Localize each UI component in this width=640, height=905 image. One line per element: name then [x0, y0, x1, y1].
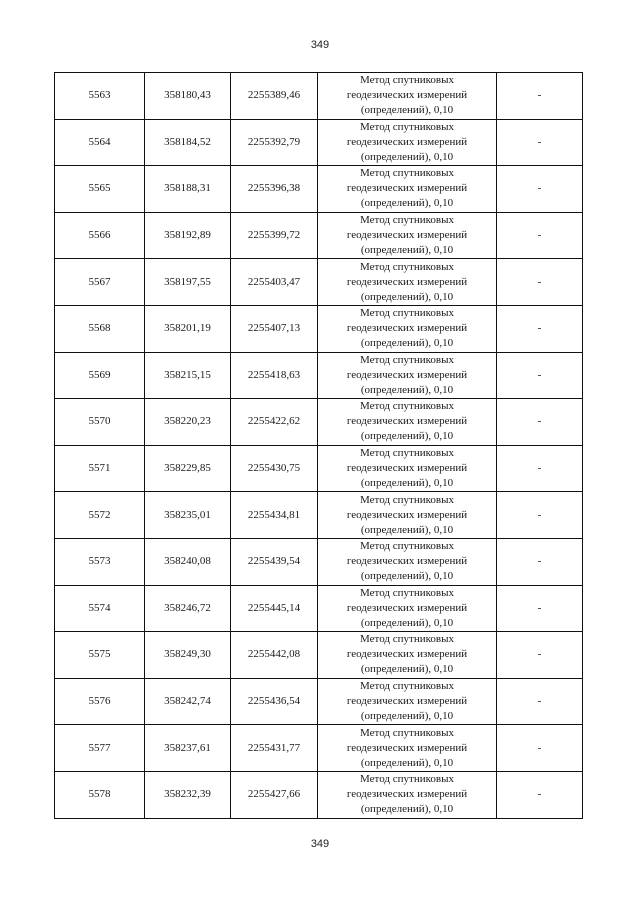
y-coordinate-cell: 2255436,54 [231, 678, 318, 725]
point-number-cell: 5567 [55, 259, 145, 306]
method-text-line: геодезических измерений [346, 695, 468, 708]
y-coordinate-cell: 2255396,38 [231, 166, 318, 213]
method-text-line: (определений), 0,10 [360, 290, 454, 303]
point-number-cell: 5564 [55, 119, 145, 166]
method-cell [318, 305, 497, 352]
method-text-line: (определений), 0,10 [360, 616, 454, 629]
method-cell [318, 492, 497, 539]
x-coordinate-cell: 358215,15 [145, 352, 231, 399]
method-text-line: геодезических измерений [346, 508, 468, 521]
method-cell [318, 632, 497, 679]
table-row [55, 259, 583, 306]
y-coordinate-cell: 2255445,14 [231, 585, 318, 632]
method-text-line: геодезических измерений [346, 229, 468, 242]
method-text-line: Метод спутниковых [360, 493, 454, 506]
point-number-cell: 5573 [55, 538, 145, 585]
method-cell [318, 725, 497, 772]
table-row [55, 632, 583, 679]
method-text-line: Метод спутниковых [360, 447, 454, 460]
table-row [55, 445, 583, 492]
description-cell: - [497, 212, 583, 259]
x-coordinate-cell: 358220,23 [145, 399, 231, 446]
method-text-line: геодезических измерений [346, 601, 468, 614]
method-text-line: (определений), 0,10 [360, 197, 454, 210]
x-coordinate-cell: 358184,52 [145, 119, 231, 166]
point-number-cell: 5570 [55, 399, 145, 446]
description-cell: - [497, 585, 583, 632]
table-row [55, 212, 583, 259]
point-number-cell: 5577 [55, 725, 145, 772]
point-number-cell: 5566 [55, 212, 145, 259]
method-text-line: Метод спутниковых [360, 540, 454, 553]
description-cell: - [497, 678, 583, 725]
method-text-line: геодезических измерений [346, 741, 468, 754]
y-coordinate-cell: 2255422,62 [231, 399, 318, 446]
description-cell: - [497, 119, 583, 166]
method-text-line: (определений), 0,10 [360, 104, 454, 117]
method-cell [318, 259, 497, 306]
method-text-line: Метод спутниковых [360, 400, 454, 413]
method-cell [318, 399, 497, 446]
method-cell [318, 445, 497, 492]
x-coordinate-cell: 358232,39 [145, 771, 231, 818]
y-coordinate-cell: 2255407,13 [231, 305, 318, 352]
method-cell [318, 119, 497, 166]
method-text-line: (определений), 0,10 [360, 710, 454, 723]
method-text-line: (определений), 0,10 [360, 150, 454, 163]
method-text-line: геодезических измерений [346, 462, 468, 475]
description-cell: - [497, 399, 583, 446]
point-number-cell: 5569 [55, 352, 145, 399]
method-cell [318, 678, 497, 725]
method-cell [318, 73, 497, 120]
method-cell [318, 771, 497, 818]
page-number-bottom: 349 [310, 838, 330, 850]
y-coordinate-cell: 2255431,77 [231, 725, 318, 772]
x-coordinate-cell: 358192,89 [145, 212, 231, 259]
method-cell [318, 166, 497, 213]
table-row [55, 352, 583, 399]
method-text-line: (определений), 0,10 [360, 430, 454, 443]
x-coordinate-cell: 358229,85 [145, 445, 231, 492]
method-text-line: Метод спутниковых [360, 586, 454, 599]
x-coordinate-cell: 358197,55 [145, 259, 231, 306]
point-number-cell: 5568 [55, 305, 145, 352]
method-text-line: (определений), 0,10 [360, 570, 454, 583]
table-row [55, 771, 583, 818]
method-text-line: Метод спутниковых [360, 214, 454, 227]
method-text-line: (определений), 0,10 [360, 244, 454, 257]
x-coordinate-cell: 358242,74 [145, 678, 231, 725]
table-row [55, 73, 583, 120]
method-text-line: Метод спутниковых [360, 120, 454, 133]
method-text-line: геодезических измерений [346, 555, 468, 568]
coordinates-table [54, 72, 583, 819]
table-row [55, 725, 583, 772]
method-text-line: (определений), 0,10 [360, 383, 454, 396]
table-row [55, 305, 583, 352]
point-number-cell: 5576 [55, 678, 145, 725]
y-coordinate-cell: 2255434,81 [231, 492, 318, 539]
method-text-line: Метод спутниковых [360, 167, 454, 180]
method-text-line: геодезических измерений [346, 182, 468, 195]
table-row [55, 119, 583, 166]
point-number-cell: 5563 [55, 73, 145, 120]
method-cell [318, 538, 497, 585]
point-number-cell: 5565 [55, 166, 145, 213]
method-text-line: геодезических измерений [346, 135, 468, 148]
point-number-cell: 5571 [55, 445, 145, 492]
method-text-line: геодезических измерений [346, 648, 468, 661]
table-row [55, 538, 583, 585]
method-text-line: (определений), 0,10 [360, 803, 454, 816]
method-text-line: (определений), 0,10 [360, 337, 454, 350]
y-coordinate-cell: 2255389,46 [231, 73, 318, 120]
point-number-cell: 5575 [55, 632, 145, 679]
method-text-line: геодезических измерений [346, 322, 468, 335]
table-row [55, 399, 583, 446]
method-text-line: (определений), 0,10 [360, 523, 454, 536]
table-row [55, 492, 583, 539]
y-coordinate-cell: 2255399,72 [231, 212, 318, 259]
method-text-line: геодезических измерений [346, 368, 468, 381]
y-coordinate-cell: 2255439,54 [231, 538, 318, 585]
x-coordinate-cell: 358237,61 [145, 725, 231, 772]
description-cell: - [497, 445, 583, 492]
method-text-line: (определений), 0,10 [360, 477, 454, 490]
method-text-line: Метод спутниковых [360, 74, 454, 87]
method-cell [318, 352, 497, 399]
description-cell: - [497, 725, 583, 772]
y-coordinate-cell: 2255403,47 [231, 259, 318, 306]
method-text-line: (определений), 0,10 [360, 663, 454, 676]
method-text-line: Метод спутниковых [360, 260, 454, 273]
description-cell: - [497, 632, 583, 679]
method-text-line: Метод спутниковых [360, 726, 454, 739]
method-cell [318, 585, 497, 632]
description-cell: - [497, 73, 583, 120]
page-number-top: 349 [310, 39, 330, 51]
y-coordinate-cell: 2255442,08 [231, 632, 318, 679]
description-cell: - [497, 352, 583, 399]
method-text-line: Метод спутниковых [360, 353, 454, 366]
description-cell: - [497, 771, 583, 818]
description-cell: - [497, 538, 583, 585]
y-coordinate-cell: 2255427,66 [231, 771, 318, 818]
method-cell [318, 212, 497, 259]
method-text-line: (определений), 0,10 [360, 756, 454, 769]
method-text-line: геодезических измерений [346, 415, 468, 428]
x-coordinate-cell: 358249,30 [145, 632, 231, 679]
point-number-cell: 5572 [55, 492, 145, 539]
method-text-line: Метод спутниковых [360, 307, 454, 320]
point-number-cell: 5578 [55, 771, 145, 818]
table-row [55, 678, 583, 725]
description-cell: - [497, 259, 583, 306]
table-row [55, 166, 583, 213]
description-cell: - [497, 305, 583, 352]
coordinates-table-body [55, 73, 583, 819]
method-text-line: геодезических измерений [346, 788, 468, 801]
y-coordinate-cell: 2255418,63 [231, 352, 318, 399]
x-coordinate-cell: 358201,19 [145, 305, 231, 352]
method-text-line: Метод спутниковых [360, 633, 454, 646]
table-row [55, 585, 583, 632]
description-cell: - [497, 492, 583, 539]
method-text-line: геодезических измерений [346, 89, 468, 102]
x-coordinate-cell: 358188,31 [145, 166, 231, 213]
method-text-line: геодезических измерений [346, 275, 468, 288]
y-coordinate-cell: 2255392,79 [231, 119, 318, 166]
method-text-line: Метод спутниковых [360, 773, 454, 786]
description-cell: - [497, 166, 583, 213]
y-coordinate-cell: 2255430,75 [231, 445, 318, 492]
x-coordinate-cell: 358235,01 [145, 492, 231, 539]
point-number-cell: 5574 [55, 585, 145, 632]
x-coordinate-cell: 358246,72 [145, 585, 231, 632]
x-coordinate-cell: 358240,08 [145, 538, 231, 585]
x-coordinate-cell: 358180,43 [145, 73, 231, 120]
method-text-line: Метод спутниковых [360, 680, 454, 693]
